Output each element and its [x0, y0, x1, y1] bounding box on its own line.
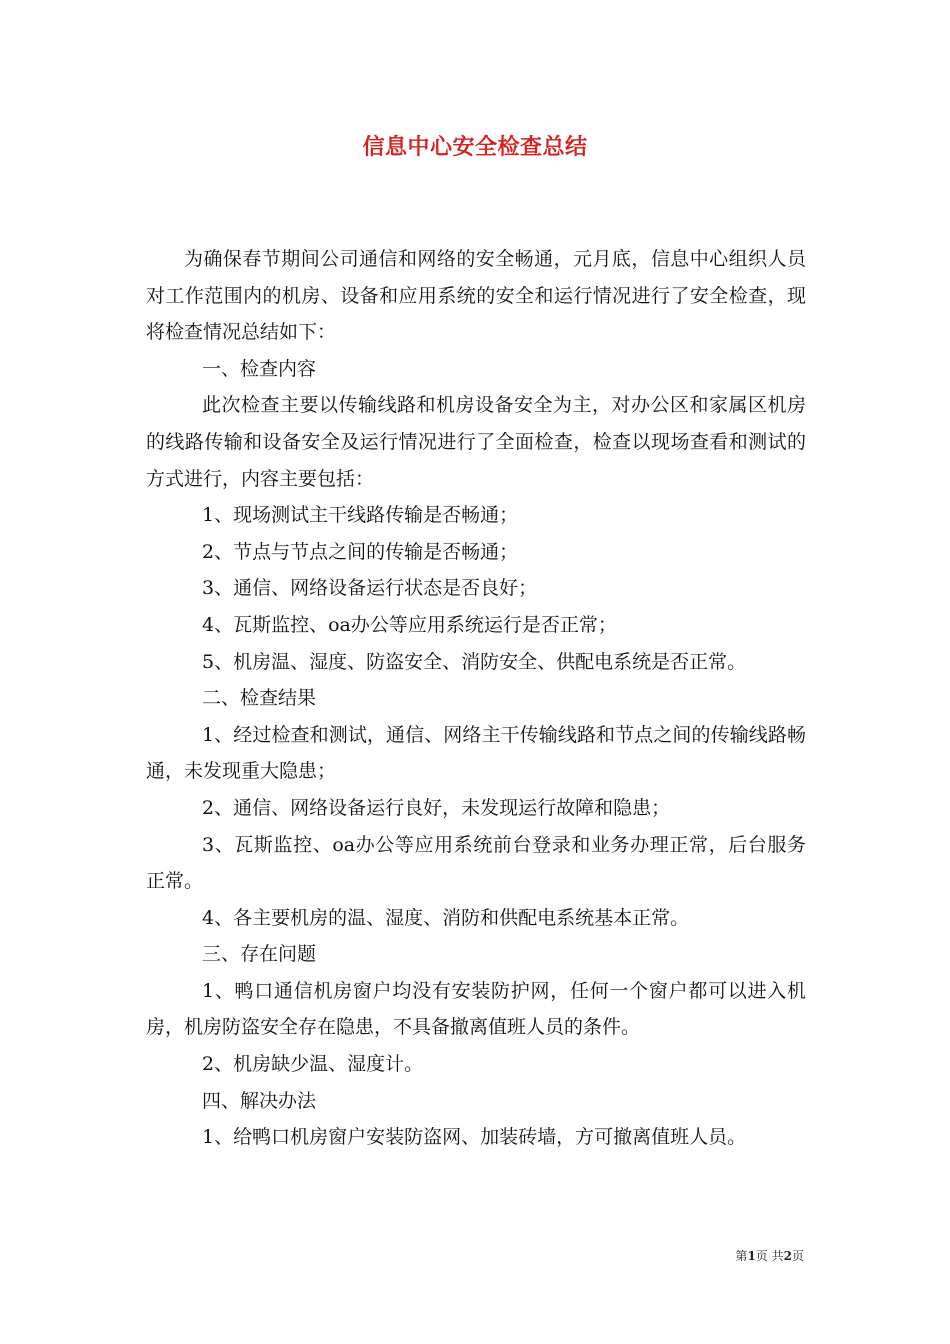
list-item: 4、各主要机房的温、湿度、消防和供配电系统基本正常。 [202, 906, 690, 929]
list-item: 4、瓦斯监控、oa办公等应用系统运行是否正常； [202, 613, 617, 636]
heading-existing-problems: 三、存在问题 [202, 943, 317, 966]
heading-check-results: 二、检查结果 [202, 687, 317, 710]
list-item: 2、节点与节点之间的传输是否畅通； [202, 540, 519, 563]
list-item: 1、给鸭口机房窗户安装防盗网、加装砖墙，方可撤离值班人员。 [202, 1126, 747, 1149]
list-item: 1、经过检查和测试，通信、网络主干传输线路和节点之间的传输线路畅通，未发现重大隐患； [146, 723, 806, 783]
paragraph-check-scope: 此次检查主要以传输线路和机房设备安全为主，对办公区和家属区机房的线路传输和设备安全及运行情况进行了全面检查，检查以现场查看和测试的方式进行，内容主要包括： [146, 394, 806, 490]
total-pages-number: 2 [783, 1249, 792, 1263]
paragraph-intro: 为确保春节期间公司通信和网络的安全畅通，元月底，信息中心组织人员对工作范围内的机房、设备和应用系统的安全和运行情况进行了安全检查，现将检查情况总结如下： [146, 248, 806, 344]
list-item: 5、机房温、湿度、防盗安全、消防安全、供配电系统是否正常。 [202, 650, 747, 673]
footer-suffix: 页 [791, 1249, 804, 1263]
list-item: 1、鸭口通信机房窗户均没有安装防护网，任何一个窗户都可以进入机房，机房防盗安全存在隐患，不具备撤离值班人员的条件。 [146, 979, 806, 1039]
footer-prefix: 第 [735, 1249, 748, 1263]
list-item: 3、通信、网络设备运行状态是否良好； [202, 577, 538, 600]
footer-middle: 页 共 [755, 1249, 784, 1263]
list-item: 2、通信、网络设备运行良好，未发现运行故障和隐患； [202, 796, 671, 819]
document-title: 信息中心安全检查总结 [362, 134, 588, 160]
page-number-footer [735, 1248, 804, 1264]
heading-solutions: 四、解决办法 [202, 1089, 317, 1112]
document-body [146, 241, 806, 1156]
list-item: 3、瓦斯监控、oa办公等应用系统前台登录和业务办理正常，后台服务正常。 [146, 833, 806, 893]
current-page-number: 1 [747, 1249, 756, 1263]
list-item: 2、机房缺少温、湿度计。 [202, 1053, 424, 1076]
list-item: 1、现场测试主干线路传输是否畅通； [202, 504, 519, 527]
heading-check-content: 一、检查内容 [202, 357, 317, 380]
